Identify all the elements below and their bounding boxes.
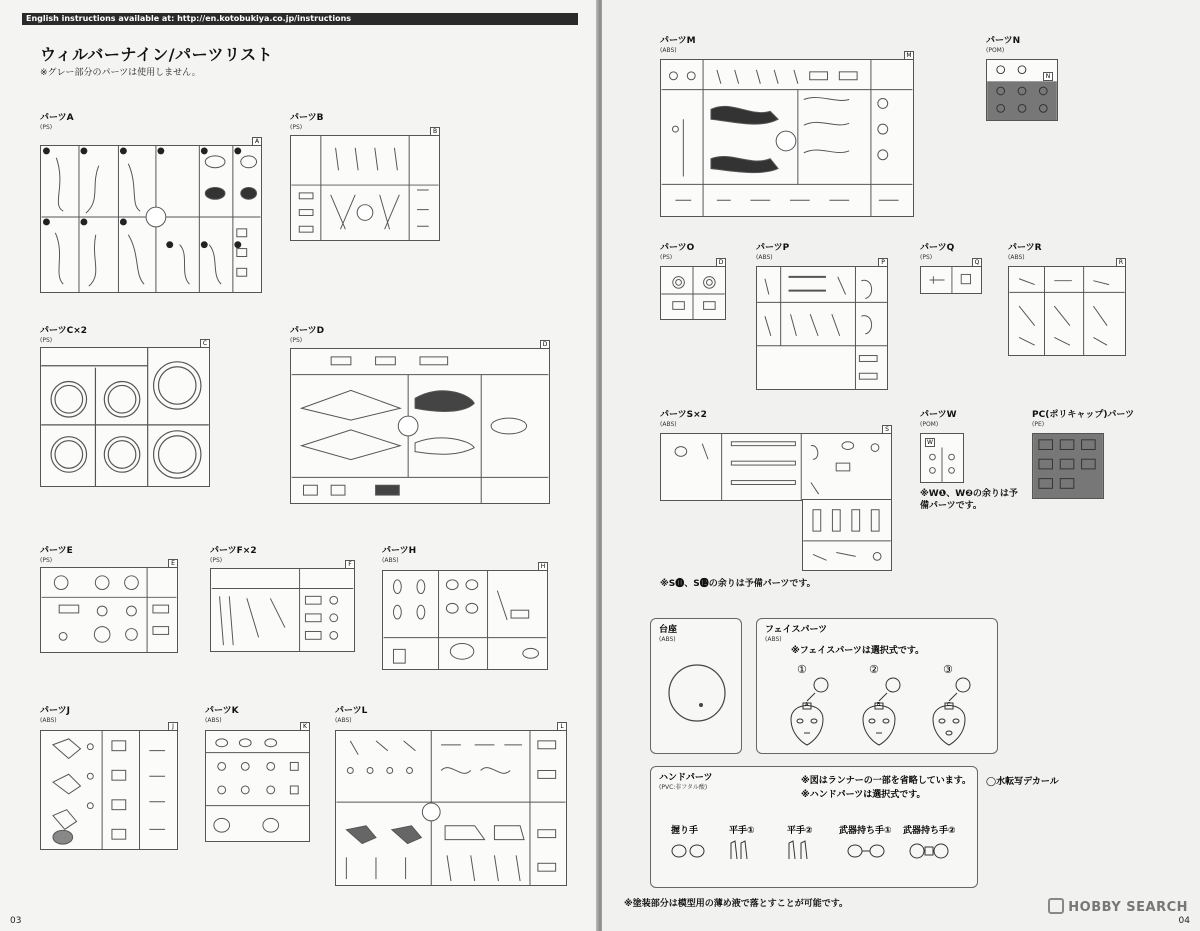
runner-k-tag: K xyxy=(300,722,310,731)
part-c-label: パーツC×2 (PS) xyxy=(40,326,88,344)
hand-type-weapon-2: 武器持ち手② xyxy=(903,826,956,836)
runner-q xyxy=(920,259,982,294)
s-spare-note: ※S⓫、S⓬の余りは予備パーツです。 xyxy=(660,579,816,589)
runner-m-tag: M xyxy=(904,51,914,60)
part-h-label: パーツH (ABS) xyxy=(382,546,417,564)
hand-note-2: ※ハンドパーツは選択式です。 xyxy=(801,790,926,800)
runner-r-drawing xyxy=(1009,267,1125,355)
part-d-label: パーツD (PS) xyxy=(290,326,325,344)
runner-a-tag: A xyxy=(252,137,262,146)
runner-q-tag: Q xyxy=(972,258,982,267)
part-o-label: パーツO (PS) xyxy=(660,243,695,261)
runner-c-tag: C xyxy=(200,339,210,348)
face-letter-a: A xyxy=(805,702,809,708)
runner-p-tag: P xyxy=(878,258,888,267)
hand-parts-box xyxy=(650,766,978,888)
face-parts-box xyxy=(756,618,998,754)
hand-type-flat-1: 平手① xyxy=(729,826,755,836)
runner-e-tag: E xyxy=(168,559,178,568)
runner-o xyxy=(660,259,726,320)
page-number-left: 03 xyxy=(10,916,22,926)
subtitle-note: ※グレー部分のパーツは使用しません。 xyxy=(40,68,201,78)
runner-w-tag: W xyxy=(925,438,935,447)
part-e-label: パーツE (PS) xyxy=(40,546,73,564)
hobby-search-logo-icon xyxy=(1048,898,1064,914)
runner-r-tag: R xyxy=(1116,258,1126,267)
right-page xyxy=(602,0,1200,931)
runner-j-drawing xyxy=(41,731,177,849)
face-letter-c: C xyxy=(947,702,951,708)
runner-w xyxy=(920,433,964,483)
runner-l xyxy=(335,723,567,886)
face-drawing xyxy=(785,675,985,749)
hand-type-weapon-1: 武器持ち手① xyxy=(839,826,892,836)
runner-s-top xyxy=(660,426,892,501)
runner-w-drawing xyxy=(921,434,963,482)
runner-pc xyxy=(1032,433,1104,499)
base-title: 台座 (ABS) xyxy=(659,625,678,643)
part-j-label: パーツJ (ABS) xyxy=(40,706,70,724)
runner-e xyxy=(40,560,178,653)
runner-a xyxy=(40,138,262,293)
runner-e-drawing xyxy=(41,568,177,652)
instructions-banner: English instructions available at: http://en.kotobukiya.co.jp/instructions xyxy=(22,13,578,25)
runner-n-drawing xyxy=(987,60,1057,120)
runner-m xyxy=(660,52,914,217)
runner-k-drawing xyxy=(206,731,309,841)
runner-b xyxy=(290,128,440,241)
runner-n xyxy=(986,59,1058,121)
part-n-label: パーツN (POM) xyxy=(986,36,1021,54)
watermark: HOBBY SEARCH xyxy=(1048,898,1188,915)
runner-j-tag: J xyxy=(168,722,178,731)
base-box xyxy=(650,618,742,754)
runner-d-drawing xyxy=(291,349,549,503)
runner-m-drawing xyxy=(661,60,913,216)
decal-label: ◯水転写デカール xyxy=(986,777,1059,787)
runner-r xyxy=(1008,259,1126,356)
part-s-label: パーツS×2 (ABS) xyxy=(660,410,707,428)
runner-h xyxy=(382,563,548,670)
runner-a-drawing xyxy=(41,146,261,292)
base-drawing xyxy=(665,661,729,725)
left-page xyxy=(0,0,598,931)
runner-o-drawing xyxy=(661,267,725,319)
face-title: フェイスパーツ (ABS) xyxy=(765,625,828,643)
runner-k xyxy=(205,723,310,842)
face-option-2: ② xyxy=(869,663,879,676)
face-note: ※フェイスパーツは選択式です。 xyxy=(791,646,925,656)
runner-f-tag: F xyxy=(345,560,355,569)
runner-pc-drawing xyxy=(1033,434,1103,498)
runner-l-drawing xyxy=(336,731,566,885)
face-option-1: ① xyxy=(797,663,807,676)
hand-type-grip: 握り手 xyxy=(671,826,699,836)
hand-drawing xyxy=(665,837,965,865)
runner-s-bottom xyxy=(802,499,892,571)
runner-j xyxy=(40,723,178,850)
runner-q-drawing xyxy=(921,267,981,293)
part-a-label: パーツA (PS) xyxy=(40,113,74,131)
paint-note: ※塗装部分は模型用の薄め液で落とすことが可能です。 xyxy=(624,899,849,909)
runner-c xyxy=(40,340,210,487)
runner-h-tag: H xyxy=(538,562,548,571)
runner-b-tag: B xyxy=(430,127,440,136)
part-pc-label: PC(ポリキャップ)パーツ (PE) xyxy=(1032,410,1135,428)
page-title: ウィルバーナイン/パーツリスト xyxy=(40,45,274,64)
part-b-label: パーツB (PS) xyxy=(290,113,324,131)
runner-c-drawing xyxy=(41,348,209,486)
runner-f-drawing xyxy=(211,569,354,651)
runner-n-tag: N xyxy=(1043,72,1053,81)
part-f-label: パーツF×2 (PS) xyxy=(210,546,257,564)
part-w-label: パーツW (POM) xyxy=(920,410,957,428)
part-q-label: パーツQ (PS) xyxy=(920,243,955,261)
runner-b-drawing xyxy=(291,136,439,240)
hand-title: ハンドパーツ (PVC:非フタル酸) xyxy=(659,773,713,791)
runner-p-drawing xyxy=(757,267,887,389)
runner-s-tag: S xyxy=(882,425,892,434)
face-option-3: ③ xyxy=(943,663,953,676)
part-p-label: パーツP (ABS) xyxy=(756,243,790,261)
part-r-label: パーツR (ABS) xyxy=(1008,243,1042,261)
part-m-label: パーツM (ABS) xyxy=(660,36,696,54)
runner-l-tag: L xyxy=(557,722,567,731)
page-number-right: 04 xyxy=(1178,916,1190,926)
runner-s-bottom-drawing xyxy=(803,500,891,570)
runner-d-tag: D xyxy=(540,340,550,349)
part-k-label: パーツK (ABS) xyxy=(205,706,239,724)
hand-type-flat-2: 平手② xyxy=(787,826,813,836)
runner-f xyxy=(210,561,355,652)
part-l-label: パーツL (ABS) xyxy=(335,706,368,724)
runner-d xyxy=(290,341,550,504)
runner-o-tag: D xyxy=(716,258,726,267)
runner-p xyxy=(756,259,888,390)
runner-h-drawing xyxy=(383,571,547,669)
runner-s-drawing xyxy=(661,434,891,500)
hand-note-1: ※図はランナーの一部を省略しています。 xyxy=(801,776,972,786)
face-letter-b: B xyxy=(877,702,881,708)
w-spare-note: ※W❶、W❷の余りは予備パーツです。 xyxy=(920,489,1018,511)
